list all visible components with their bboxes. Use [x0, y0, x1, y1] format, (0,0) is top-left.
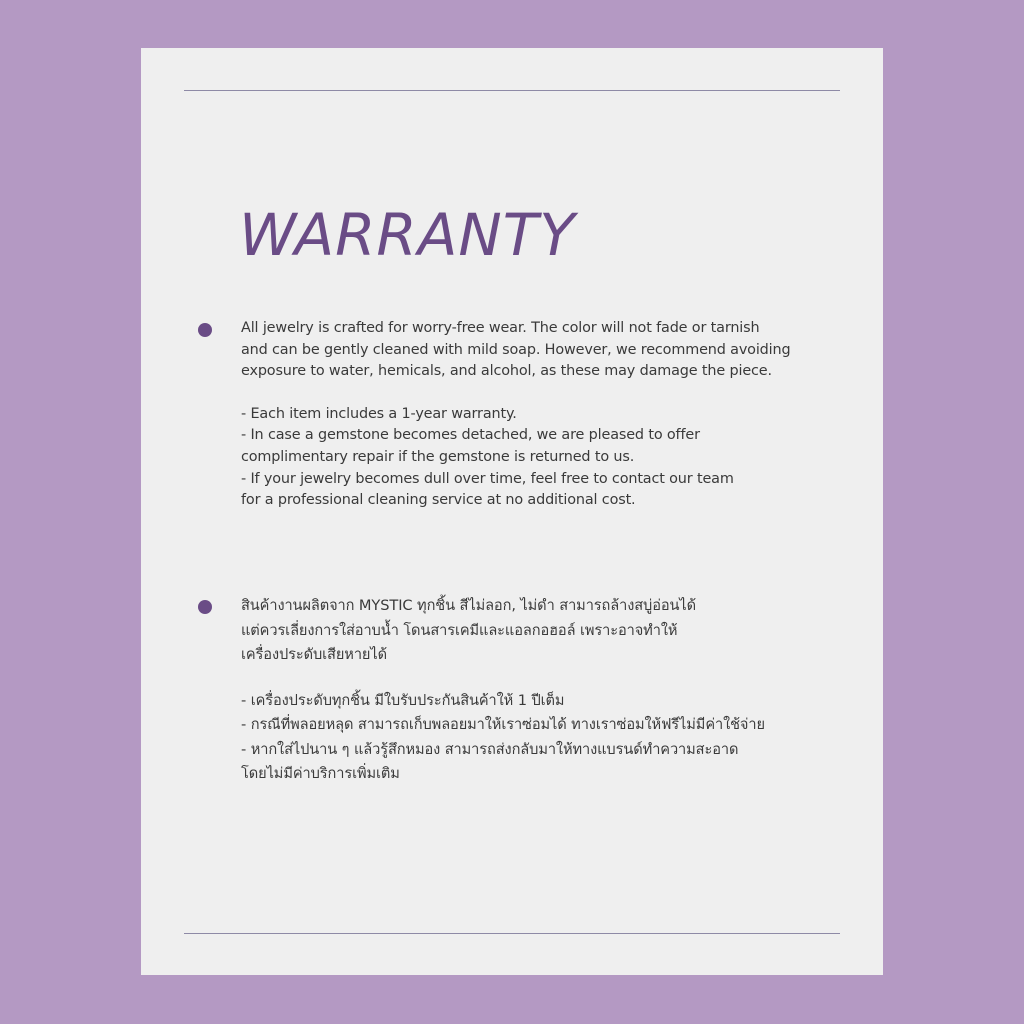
bottom-divider [184, 933, 840, 934]
thai-item-line: โดยไม่มีค่าบริการเพิ่มเติม [241, 765, 400, 782]
english-intro-line: exposure to water, hemicals, and alcohol, as these may damage the piece. [241, 363, 772, 380]
thai-intro-line: สินค้างานผลิตจาก MYSTIC ทุกชิ้น สีไม่ลอก, ไม่ดำ สามารถล้างสบู่อ่อนได้ [241, 597, 697, 614]
english-section [241, 318, 851, 512]
english-intro-line: All jewelry is crafted for worry-free wear. The color will not fade or tarnish [241, 320, 760, 336]
bullet-dot [198, 323, 212, 337]
english-warranty-items [241, 404, 851, 512]
warranty-card [141, 48, 883, 975]
thai-item-line: - หากใส่ไปนาน ๆ แล้วรู้สึกหมอง สามารถส่งกลับมาให้ทางแบรนด์ทำความสะอาด [241, 740, 739, 758]
thai-item-line: - เครื่องประดับทุกชิ้น มีใบรับประกันสินค้าให้ 1 ปีเต็ม [241, 691, 565, 709]
english-item-line: for a professional cleaning service at no additional cost. [241, 492, 636, 509]
thai-section [241, 594, 851, 787]
english-intro [241, 318, 851, 383]
english-item-line: - In case a gemstone becomes detached, we are pleased to offer [241, 427, 700, 444]
thai-intro-line: เครื่องประดับเสียหายได้ [241, 646, 387, 663]
thai-intro [241, 594, 851, 668]
english-item-line: - Each item includes a 1-year warranty. [241, 405, 517, 422]
page-title: WARRANTY [239, 201, 576, 269]
english-item-line: - If your jewelry becomes dull over time, feel free to contact our team [241, 470, 734, 487]
thai-intro-line: แต่ควรเลี่ยงการใส่อาบน้ำ โดนสารเคมีและแอลกอฮอล์ เพราะอาจทำให้ [241, 621, 678, 639]
thai-warranty-items [241, 689, 851, 787]
bullet-dot [198, 600, 212, 614]
thai-item-line: - กรณีที่พลอยหลุด สามารถเก็บพลอยมาให้เราซ่อมได้ ทางเราซ่อมให้ฟรีไม่มีค่าใช้จ่าย [241, 716, 765, 733]
english-intro-line: and can be gently cleaned with mild soap. However, we recommend avoiding [241, 341, 791, 358]
english-item-line: complimentary repair if the gemstone is returned to us. [241, 448, 635, 465]
top-divider [184, 90, 840, 91]
